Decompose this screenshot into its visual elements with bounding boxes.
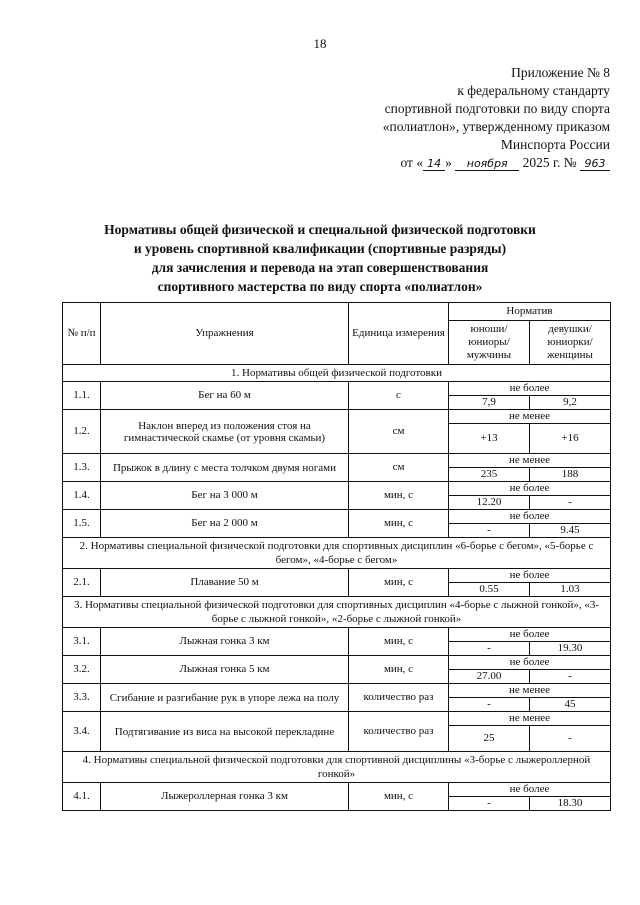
exercise-name: Лыжная гонка 3 км bbox=[101, 628, 349, 656]
exercise-name: Бег на 60 м bbox=[101, 382, 349, 410]
unit: количество раз bbox=[349, 684, 449, 712]
date-year: 2025 г. № bbox=[522, 155, 577, 170]
appendix-block bbox=[310, 64, 610, 172]
boys-value: - bbox=[449, 642, 530, 656]
boys-value: 25 bbox=[449, 726, 530, 752]
norm-condition: не более bbox=[449, 783, 611, 797]
boys-value: - bbox=[449, 698, 530, 712]
exercise-name: Подтягивание из виса на высокой перекладине bbox=[101, 712, 349, 752]
row-number: 3.2. bbox=[63, 656, 101, 684]
unit: с bbox=[349, 382, 449, 410]
title-line: для зачисления и перевода на этап совершенствования bbox=[151, 260, 489, 275]
appendix-line: Приложение № 8 bbox=[511, 65, 610, 80]
unit: количество раз bbox=[349, 712, 449, 752]
norm-condition: не более bbox=[449, 569, 611, 583]
row-number: 3.4. bbox=[63, 712, 101, 752]
boys-value: 7,9 bbox=[449, 396, 530, 410]
row-number: 1.3. bbox=[63, 454, 101, 482]
unit: мин, с bbox=[349, 783, 449, 811]
norm-condition: не более bbox=[449, 382, 611, 396]
header-norm: Норматив bbox=[449, 303, 611, 321]
norm-condition: не менее bbox=[449, 712, 611, 726]
girls-value: 19.30 bbox=[530, 642, 611, 656]
girls-value: 1.03 bbox=[530, 583, 611, 597]
unit: мин, с bbox=[349, 510, 449, 538]
title-line: Нормативы общей физической и специальной физической подготовки bbox=[104, 222, 536, 237]
norm-condition: не более bbox=[449, 628, 611, 642]
norms-table bbox=[62, 302, 611, 811]
girls-value: 188 bbox=[530, 468, 611, 482]
date-prefix: от « bbox=[400, 155, 424, 170]
row-number: 1.2. bbox=[63, 410, 101, 454]
exercise-name: Бег на 2 000 м bbox=[101, 510, 349, 538]
appendix-date-line bbox=[310, 154, 610, 172]
unit: см bbox=[349, 454, 449, 482]
section-title: 3. Нормативы специальной физической подготовки для спортивных дисциплин «4-борье с лыжной гонкой», «3-борье с лыжной гонкой», «2-борье с лыжной гонкой» bbox=[63, 597, 611, 628]
title-line: и уровень спортивной квалификации (спортивные разряды) bbox=[133, 241, 507, 256]
girls-value: 9,2 bbox=[530, 396, 611, 410]
title-line: спортивного мастерства по виду спорта «полиатлон» bbox=[157, 279, 483, 294]
girls-value: 45 bbox=[530, 698, 611, 712]
girls-value: 9.45 bbox=[530, 524, 611, 538]
handwritten-day: 14 bbox=[423, 157, 445, 171]
boys-value: 27.00 bbox=[449, 670, 530, 684]
section-title: 4. Нормативы специальной физической подготовки для спортивной дисциплины «3-борье с лыжероллерной гонкой» bbox=[63, 752, 611, 783]
handwritten-month: ноября bbox=[455, 157, 519, 171]
norm-condition: не более bbox=[449, 482, 611, 496]
unit: мин, с bbox=[349, 482, 449, 510]
unit: см bbox=[349, 410, 449, 454]
boys-value: - bbox=[449, 524, 530, 538]
boys-value: 0.55 bbox=[449, 583, 530, 597]
norm-condition: не менее bbox=[449, 684, 611, 698]
appendix-line: спортивной подготовки по виду спорта bbox=[384, 101, 610, 116]
document-title bbox=[40, 220, 600, 296]
handwritten-order-number: 963 bbox=[580, 157, 610, 171]
exercise-name: Плавание 50 м bbox=[101, 569, 349, 597]
exercise-name: Наклон вперед из положения стоя на гимнастической скамье (от уровня скамьи) bbox=[101, 410, 349, 454]
norm-condition: не более bbox=[449, 656, 611, 670]
row-number: 4.1. bbox=[63, 783, 101, 811]
boys-value: - bbox=[449, 797, 530, 811]
exercise-name: Бег на 3 000 м bbox=[101, 482, 349, 510]
unit: мин, с bbox=[349, 656, 449, 684]
appendix-line: Минспорта России bbox=[500, 137, 610, 152]
exercise-name: Сгибание и разгибание рук в упоре лежа на полу bbox=[101, 684, 349, 712]
norm-condition: не более bbox=[449, 510, 611, 524]
boys-value: +13 bbox=[449, 424, 530, 454]
header-girls: девушки/ юниорки/ женщины bbox=[530, 321, 611, 365]
girls-value: - bbox=[530, 726, 611, 752]
girls-value: - bbox=[530, 670, 611, 684]
header-boys: юноши/ юниоры/ мужчины bbox=[449, 321, 530, 365]
row-number: 2.1. bbox=[63, 569, 101, 597]
boys-value: 12.20 bbox=[449, 496, 530, 510]
exercise-name: Лыжероллерная гонка 3 км bbox=[101, 783, 349, 811]
girls-value: - bbox=[530, 496, 611, 510]
header-exercise: Упражнения bbox=[101, 303, 349, 365]
date-mid: » bbox=[445, 155, 452, 170]
header-unit: Единица измерения bbox=[349, 303, 449, 365]
girls-value: +16 bbox=[530, 424, 611, 454]
row-number: 1.5. bbox=[63, 510, 101, 538]
norm-condition: не менее bbox=[449, 410, 611, 424]
row-number: 3.1. bbox=[63, 628, 101, 656]
norm-condition: не менее bbox=[449, 454, 611, 468]
exercise-name: Лыжная гонка 5 км bbox=[101, 656, 349, 684]
appendix-line: к федеральному стандарту bbox=[457, 83, 610, 98]
exercise-name: Прыжок в длину с места толчком двумя ногами bbox=[101, 454, 349, 482]
unit: мин, с bbox=[349, 569, 449, 597]
boys-value: 235 bbox=[449, 468, 530, 482]
header-num: № п/п bbox=[63, 303, 101, 365]
norms-table-wrapper bbox=[62, 302, 610, 811]
row-number: 1.1. bbox=[63, 382, 101, 410]
page-number: 18 bbox=[313, 36, 327, 51]
unit: мин, с bbox=[349, 628, 449, 656]
girls-value: 18.30 bbox=[530, 797, 611, 811]
row-number: 3.3. bbox=[63, 684, 101, 712]
row-number: 1.4. bbox=[63, 482, 101, 510]
appendix-line: «полиатлон», утвержденному приказом bbox=[382, 119, 610, 134]
section-title: 1. Нормативы общей физической подготовки bbox=[63, 365, 611, 382]
section-title: 2. Нормативы специальной физической подготовки для спортивных дисциплин «6-борье с бегом», «5-борье с бегом», «4-борье с бегом» bbox=[63, 538, 611, 569]
